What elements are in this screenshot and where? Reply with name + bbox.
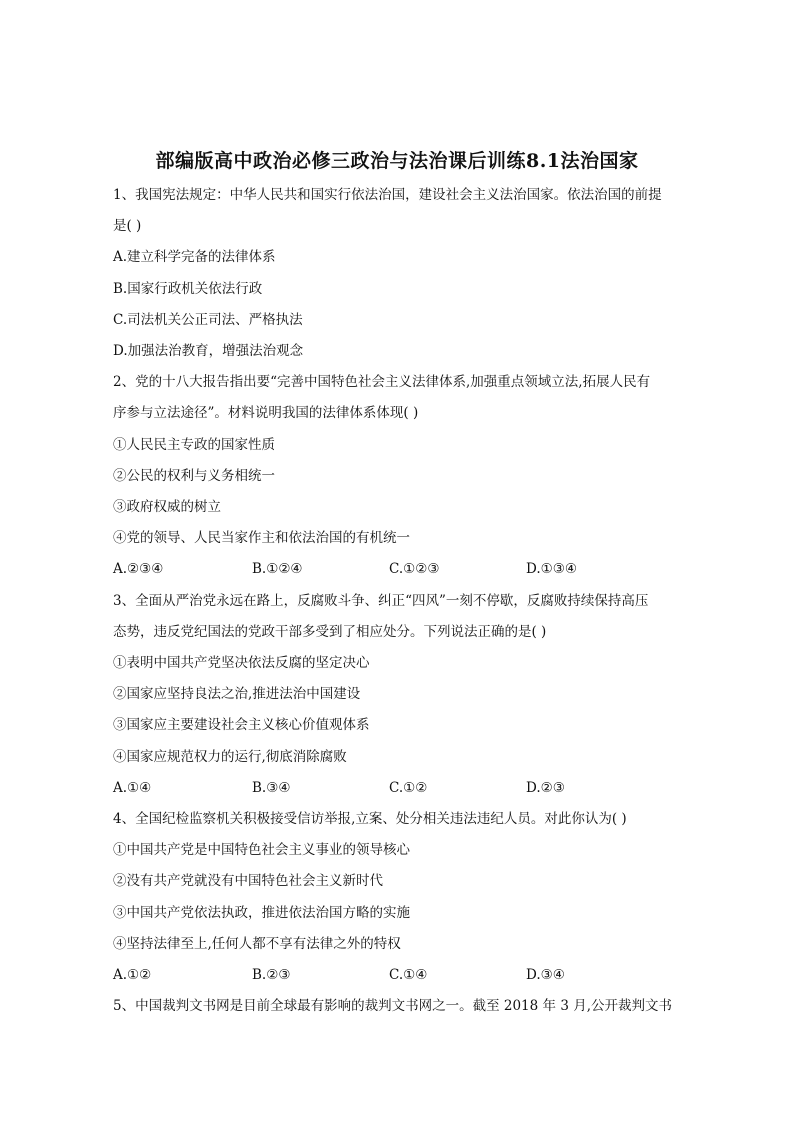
q3-statement-4: ④国家应规范权力的运行,彻底消除腐败 [113, 749, 347, 765]
q1-stem-line1: 1、我国宪法规定：中华人民共和国实行依法治国，建设社会主义法治国家。依法治国的前提 [113, 187, 662, 203]
q1-option-b: B.国家行政机关依法行政 [113, 281, 263, 297]
q2-option-d: D.①③④ [526, 561, 577, 577]
q4-statement-3: ③中国共产党依法执政，推进依法治国方略的实施 [113, 905, 410, 921]
q3-option-c: C.①② [389, 780, 428, 796]
q3-option-a: A.①④ [113, 780, 152, 796]
q4-stem-line1: 4、全国纪检监察机关积极接受信访举报,立案、处分相关违法违纪人员。对此你认为( ) [113, 811, 627, 827]
q3-statement-3: ③国家应主要建设社会主义核心价值观体系 [113, 717, 370, 733]
q2-statement-1: ①人民民主专政的国家性质 [113, 437, 275, 453]
q2-option-c: C.①②③ [389, 561, 440, 577]
q3-options [113, 778, 693, 798]
q3-statement-2: ②国家应坚持良法之治,推进法治中国建设 [113, 686, 361, 702]
q3-option-d: D.②③ [526, 780, 565, 796]
page-title: 部编版高中政治必修三政治与法治课后训练8.1法治国家 [155, 150, 639, 172]
q3-stem-line2: 态势，违反党纪国法的党政干部多受到了相应处分。下列说法正确的是( ) [113, 624, 547, 640]
q2-statement-2: ②公民的权利与义务相统一 [113, 468, 275, 484]
q1-option-d: D.加强法治教育，增强法治观念 [113, 343, 304, 359]
q2-option-a: A.②③④ [113, 561, 164, 577]
q2-statement-3: ③政府权威的树立 [113, 499, 221, 515]
q2-statement-4: ④党的领导、人民当家作主和依法治国的有机统一 [113, 530, 410, 546]
q3-option-b: B.③④ [252, 780, 291, 796]
q3-statement-1: ①表明中国共产党坚决依法反腐的坚定决心 [113, 655, 370, 671]
q4-option-d: D.③④ [526, 967, 565, 983]
q2-stem-line2: 序参与立法途径”。材料说明我国的法律体系体现( ) [113, 405, 419, 421]
q1-stem-line2: 是( ) [113, 218, 142, 234]
q4-options [113, 965, 693, 985]
q3-stem-line1: 3、全面从严治党永远在路上，反腐败斗争、纠正“四风”一刻不停歇，反腐败持续保持高压 [113, 593, 649, 609]
q2-option-b: B.①②④ [252, 561, 303, 577]
q2-stem-line1: 2、党的十八大报告指出要“完善中国特色社会主义法律体系,加强重点领域立法,拓展人民有 [113, 374, 651, 390]
q4-option-c: C.①④ [389, 967, 428, 983]
q2-options [113, 559, 693, 579]
q4-option-a: A.①② [113, 967, 152, 983]
q4-option-b: B.②③ [252, 967, 291, 983]
q4-statement-2: ②没有共产党就没有中国特色社会主义新时代 [113, 873, 383, 889]
q4-statement-1: ①中国共产党是中国特色社会主义事业的领导核心 [113, 842, 410, 858]
q1-option-a: A.建立科学完备的法律体系 [113, 249, 276, 265]
q4-statement-4: ④坚持法律至上,任何人都不享有法律之外的特权 [113, 936, 401, 952]
q5-stem-line1: 5、中国裁判文书网是目前全球最有影响的裁判文书网之一。截至 2018 年 3 月,公开裁判文书 [113, 998, 672, 1014]
q1-option-c: C.司法机关公正司法、严格执法 [113, 312, 303, 328]
